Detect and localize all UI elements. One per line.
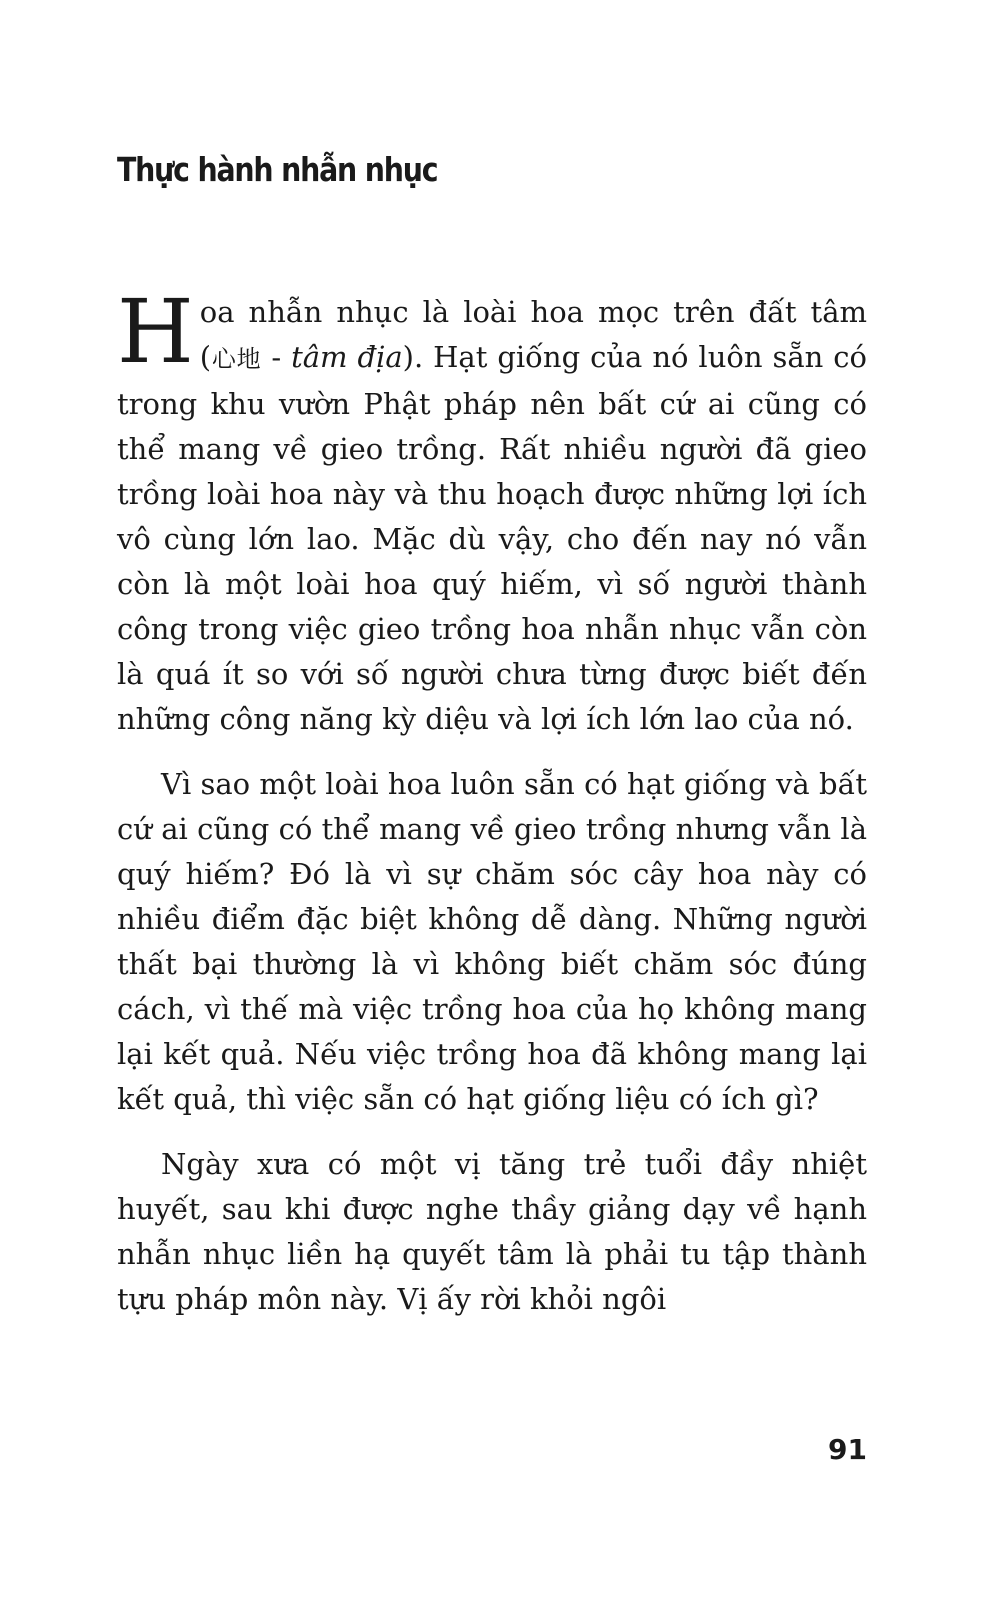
paragraph-1-text-c: ). Hạt giống của nó luôn sẵn có trong khu vườn Phật pháp nên bất cứ ai cũng có thể mang về gieo trồng. Rất nhiều người đã gieo trồng loài hoa này và thu hoạch được những lợi ích vô cùng lớn lao. Mặc dù vậy, cho đến nay nó vẫn còn là một loài hoa quý hiếm, vì số người thành công trong việc gieo trồng hoa nhẫn nhục vẫn còn là quá ít so với số người chưa từng được biết đến những công năng kỳ diệu và lợi ích lớn lao của nó. (117, 340, 867, 736)
paragraph-1-text-a: oa nhẫn nhục là loài hoa mọc trên đất tâm ( (199, 295, 867, 374)
paragraph-3: Ngày xưa có một vị tăng trẻ tuổi đầy nhiệt huyết, sau khi được nghe thầy giảng dạy về hạnh nhẫn nhục liền hạ quyết tâm là phải tu tập thành tựu pháp môn này. Vị ấy rời khỏi ngôi (117, 1147, 867, 1316)
paragraph-1-dash: - (261, 340, 292, 374)
section-heading: Thực hành nhẫn nhục (117, 150, 438, 189)
paragraph-2: Vì sao một loài hoa luôn sẵn có hạt giống và bất cứ ai cũng có thể mang về gieo trồng nhưng vẫn là quý hiếm? Đó là vì sự chăm sóc cây hoa này có nhiều điểm đặc biệt không dễ dàng. Những người thất bại thường là vì không biết chăm sóc đúng cách, vì thế mà việc trồng hoa của họ không mang lại kết quả. Nếu việc trồng hoa đã không mang lại kết quả, thì việc sẵn có hạt giống liệu có ích gì? (117, 767, 867, 1116)
paragraph-1 (117, 280, 867, 742)
drop-cap: H (117, 280, 194, 383)
cjk-characters: 心地 (211, 345, 262, 373)
body-text (117, 280, 867, 1322)
italic-term: tâm địa (291, 340, 403, 374)
page-number: 91 (828, 1433, 867, 1466)
